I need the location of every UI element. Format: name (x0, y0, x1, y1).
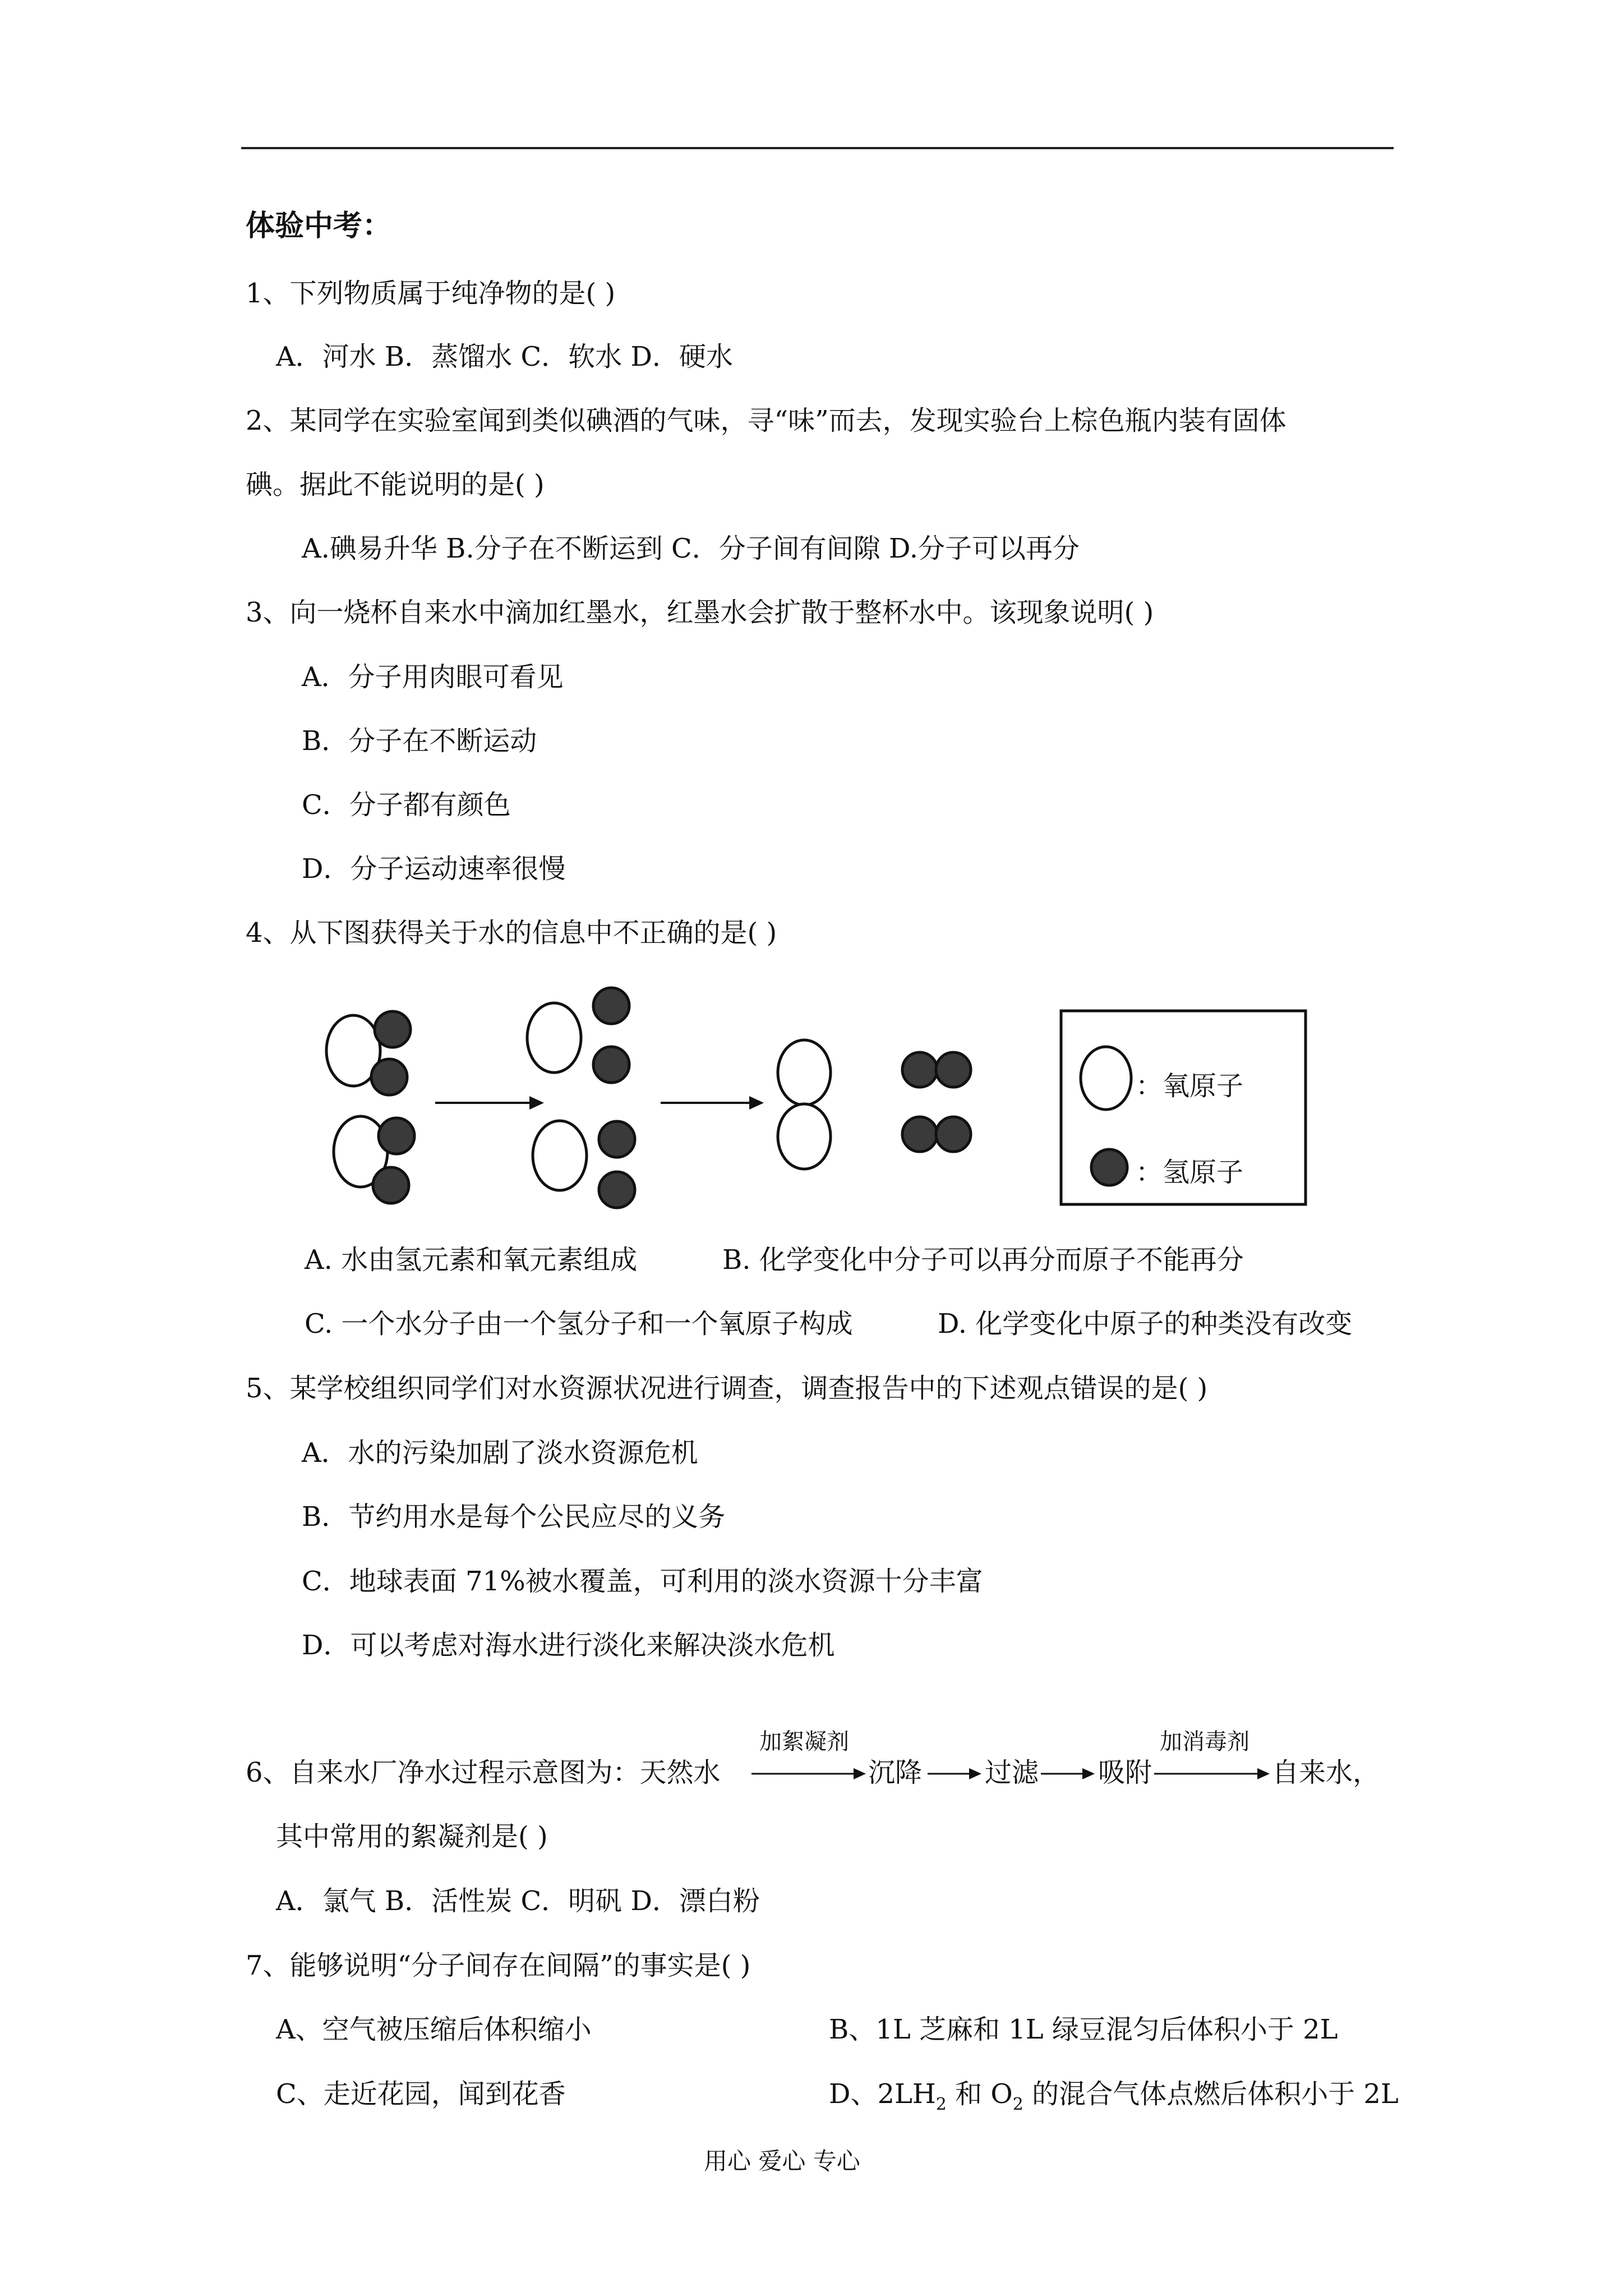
q5-option-b: B．节约用水是每个公民应尽的义务 (302, 1501, 726, 1533)
legend-hydrogen-label: ：氢原子 (1136, 1157, 1244, 1188)
section-title: 体验中考： (246, 209, 392, 243)
flow-arrow-3 (1041, 1768, 1095, 1779)
q2-stem-line2: 碘。据此不能说明的是( ) (246, 469, 545, 500)
flow-arrow-1 (751, 1768, 866, 1779)
legend-oxygen-label: ：氧原子 (1136, 1070, 1244, 1102)
q6-step-sedimentation: 沉降 (868, 1757, 923, 1788)
q4-option-a: A. 水由氢元素和氧元素组成 (305, 1244, 638, 1276)
q7-option-c: C、走近花园，闻到花香 (276, 2078, 566, 2110)
q5-option-d: D．可以考虑对海水进行淡化来解决淡水危机 (302, 1630, 835, 1661)
q7-option-d-suffix: 的混合气体点燃后体积小于 2L (1023, 2078, 1399, 2110)
q4-option-d: D. 化学变化中原子的种类没有改变 (938, 1308, 1353, 1340)
q7-option-d-sub1: 2 (935, 2095, 947, 2114)
q6-stem-suffix: 自来水， (1272, 1757, 1380, 1788)
q6-stem-line2: 其中常用的絮凝剂是( ) (276, 1821, 548, 1852)
q5-option-c: C．地球表面 71%被水覆盖，可利用的淡水资源十分丰富 (302, 1566, 983, 1597)
q4-option-c: C. 一个水分子由一个氢分子和一个氧原子构成 (305, 1308, 853, 1340)
q7-option-d-mid: 和 O (946, 2078, 1013, 2110)
q6-options: A．氯气 B．活性炭 C．明矾 D．漂白粉 (276, 1885, 760, 1917)
q3-option-b: B．分子在不断运动 (302, 725, 537, 757)
q6-step-filtration: 过滤 (985, 1757, 1039, 1788)
flow-arrow-2 (928, 1768, 981, 1779)
q7-option-a: A、空气被压缩后体积缩小 (276, 2014, 592, 2045)
q2-stem-line1: 2、某同学在实验室闻到类似碘酒的气味，寻“味”而去，发现实验台上棕色瓶内装有固体 (246, 405, 1287, 436)
q6-arrow1-label: 加絮凝剂 (759, 1729, 849, 1755)
q4-stem: 4、从下图获得关于水的信息中不正确的是( ) (246, 917, 777, 949)
q6-step-adsorption: 吸附 (1098, 1757, 1152, 1788)
q7-option-b: B、1L 芝麻和 1L 绿豆混匀后体积小于 2L (829, 2014, 1338, 2045)
q1-options: A．河水 B．蒸馏水 C．软水 D．硬水 (276, 341, 733, 372)
flow-arrow-4 (1154, 1768, 1270, 1779)
q3-option-c: C．分子都有颜色 (302, 789, 511, 821)
q3-stem: 3、向一烧杯自来水中滴加红墨水，红墨水会扩散于整杯水中。该现象说明( ) (246, 597, 1154, 628)
q3-option-d: D．分子运动速率很慢 (302, 853, 566, 885)
q5-option-a: A．水的污染加剧了淡水资源危机 (302, 1437, 698, 1469)
q7-option-d-prefix: D、2LH (829, 2078, 936, 2110)
q7-stem: 7、能够说明“分子间存在间隔”的事实是( ) (246, 1950, 751, 1981)
q1-stem: 1、下列物质属于纯净物的是( ) (246, 278, 616, 309)
q7-option-d (829, 2077, 1399, 2122)
q6-arrow4-label: 加消毒剂 (1160, 1729, 1249, 1755)
q4-option-b: B. 化学变化中分子可以再分而原子不能再分 (722, 1244, 1244, 1276)
page-footer: 用心 爱心 专心 (704, 2147, 860, 2175)
q7-option-d-sub2: 2 (1012, 2095, 1023, 2114)
q2-options: A.碘易升华 B.分子在不断运到 C．分子间有间隙 D.分子可以再分 (302, 533, 1080, 564)
q6-stem-prefix: 6、自来水厂净水过程示意图为：天然水 (246, 1757, 721, 1788)
q3-option-a: A．分子用肉眼可看见 (302, 661, 564, 693)
q5-stem: 5、某学校组织同学们对水资源状况进行调查，调查报告中的下述观点错误的是( ) (246, 1373, 1208, 1404)
